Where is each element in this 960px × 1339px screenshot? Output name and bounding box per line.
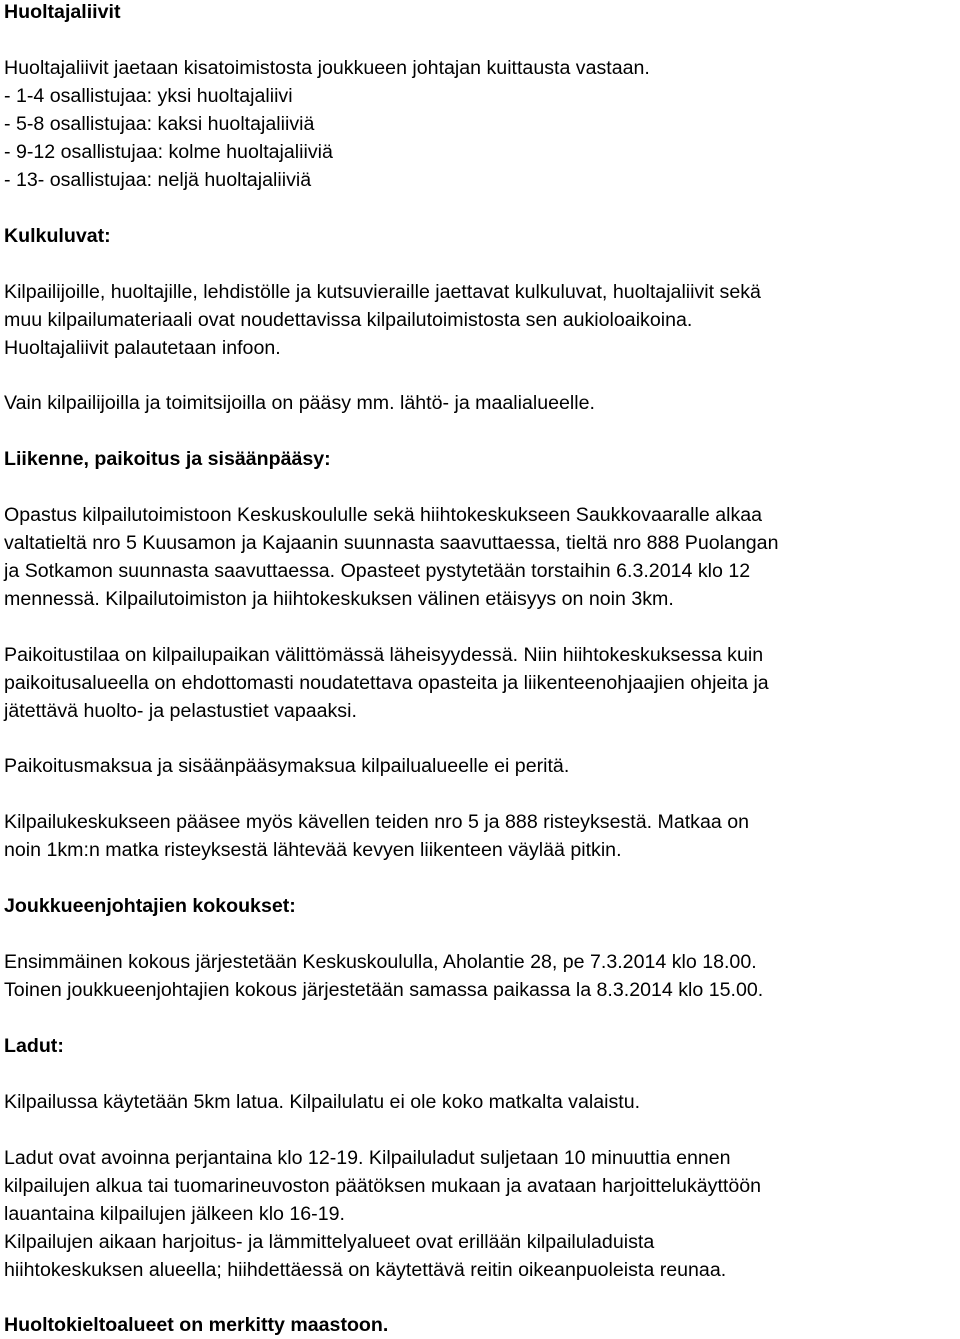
text-line: Toinen joukkueenjohtajien kokous järjestetään samassa paikassa la 8.3.2014 klo 15.00.: [4, 979, 764, 1001]
text-line: noin 1km:n matka risteyksestä lähtevää kevyen liikenteen väylää pitkin.: [4, 839, 622, 861]
text-line: Opastus kilpailutoimistoon Keskuskoululle sekä hiihtokeskukseen Saukkovaaralle alkaa: [4, 504, 763, 526]
list-item: - 13- osallistujaa: neljä huoltajaliiviä: [4, 169, 312, 191]
paragraph: [4, 54, 650, 194]
text-line: mennessä. Kilpailutoimiston ja hiihtokeskuksen välinen etäisyys on noin 3km.: [4, 588, 674, 610]
heading-liikenne: Liikenne, paikoitus ja sisäänpääsy:: [4, 448, 331, 470]
heading-huoltajaliivit: Huoltajaliivit: [4, 1, 121, 23]
text-line: Vain kilpailijoilla ja toimitsijoilla on pääsy mm. lähtö- ja maalialueelle.: [4, 392, 595, 414]
list-item: - 9-12 osallistujaa: kolme huoltajaliiviä: [4, 141, 333, 163]
text-line: Ensimmäinen kokous järjestetään Keskuskoululla, Aholantie 28, pe 7.3.2014 klo 18.00.: [4, 951, 757, 973]
text-line: Huoltajaliivit palautetaan infoon.: [4, 337, 281, 359]
heading-kulkuluvat: Kulkuluvat:: [4, 225, 111, 247]
list-item: - 5-8 osallistujaa: kaksi huoltajaliiviä: [4, 113, 315, 135]
paragraph: [4, 948, 763, 1004]
text-line: hiihtokeskuksen alueella; hiihdettäessä on käytettävä reitin oikeanpuoleista reunaa.: [4, 1259, 727, 1281]
text-line: Kilpailujen aikaan harjoitus- ja lämmittelyalueet ovat erillään kilpailuladuista: [4, 1231, 655, 1253]
text-line: kilpailujen alkua tai tuomarineuvoston päätöksen mukaan ja avataan harjoittelukäyttöön: [4, 1175, 762, 1197]
list-item: - 1-4 osallistujaa: yksi huoltajaliivi: [4, 85, 293, 107]
text-line: jätettävä huolto- ja pelastustiet vapaaksi.: [4, 700, 357, 722]
text-line: paikoitusalueella on ehdottomasti noudatettava opasteita ja liikenteenohjaajien ohjeita ja: [4, 672, 769, 694]
heading-ladut: Ladut:: [4, 1035, 64, 1057]
heading-joukkueenjohtajien-kokoukset: Joukkueenjohtajien kokoukset:: [4, 895, 296, 917]
paragraph: [4, 389, 595, 417]
paragraph: [4, 752, 569, 780]
text-line: ja Sotkamon suunnasta saavuttaessa. Opasteet pystytetään torstaihin 6.3.2014 klo 12: [4, 560, 751, 582]
text-line: muu kilpailumateriaali ovat noudettavissa kilpailutoimistosta sen aukioloaikoina.: [4, 309, 693, 331]
paragraph: [4, 1144, 761, 1284]
paragraph: [4, 278, 761, 362]
text-line: Kilpailukeskukseen pääsee myös kävellen teiden nro 5 ja 888 risteyksestä. Matkaa on: [4, 811, 749, 833]
text-line: valtatieltä nro 5 Kuusamon ja Kajaanin suunnasta saavuttaessa, tieltä nro 888 Puolangan: [4, 532, 779, 554]
text-line: Ladut ovat avoinna perjantaina klo 12-19. Kilpailuladut suljetaan 10 minuuttia ennen: [4, 1147, 731, 1169]
text-line: Kilpailussa käytetään 5km latua. Kilpailulatu ei ole koko matkalta valaistu.: [4, 1091, 641, 1113]
paragraph: [4, 641, 769, 725]
text-line: Paikoitustilaa on kilpailupaikan välittömässä läheisyydessä. Niin hiihtokeskuksessa kuin: [4, 644, 764, 666]
text-line: Paikoitusmaksua ja sisäänpääsymaksua kilpailualueelle ei peritä.: [4, 755, 570, 777]
paragraph: [4, 1088, 640, 1116]
text-line: lauantaina kilpailujen jälkeen klo 16-19.: [4, 1203, 345, 1225]
paragraph: [4, 501, 778, 613]
heading-huoltokieltoalueet: Huoltokieltoalueet on merkitty maastoon.: [4, 1314, 389, 1336]
paragraph: [4, 808, 749, 864]
text-line: Kilpailijoille, huoltajille, lehdistölle ja kutsuvieraille jaettavat kulkuluvat, huoltajaliivit sekä: [4, 281, 761, 303]
text-line: Huoltajaliivit jaetaan kisatoimistosta joukkueen johtajan kuittausta vastaan.: [4, 57, 650, 79]
